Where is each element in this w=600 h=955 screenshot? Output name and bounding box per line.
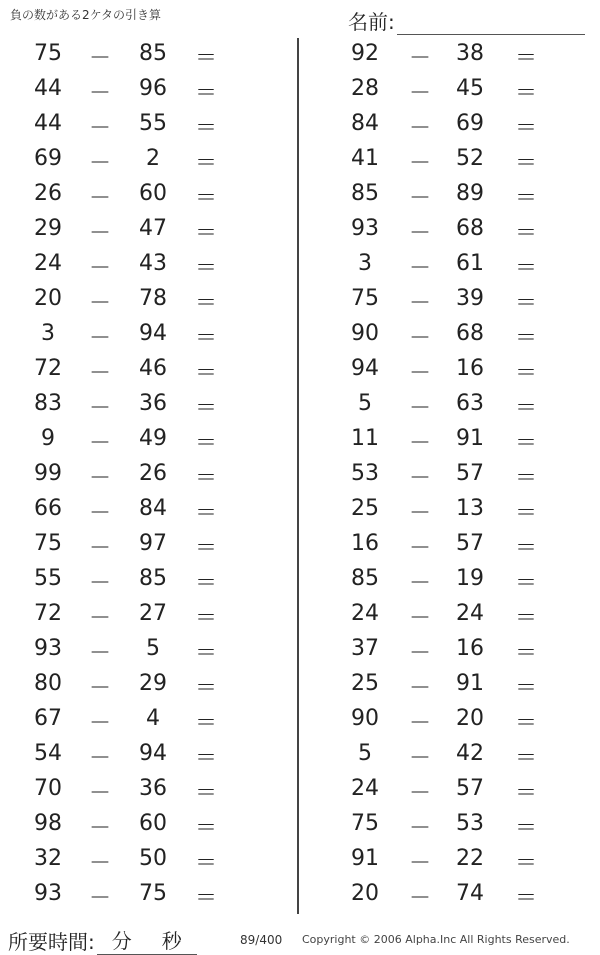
equals-sign: ＝ [194,571,217,596]
minuend: 93 [351,216,379,241]
subtrahend: 46 [139,356,167,381]
equals-sign: ＝ [514,781,537,806]
subtrahend: 97 [139,531,167,556]
subtrahend: 91 [456,671,484,696]
equals-sign: ＝ [194,851,217,876]
minuend: 85 [351,566,379,591]
problem-row [0,108,280,143]
equals-sign: ＝ [514,886,537,911]
minutes-label: 分 [111,929,132,953]
column-divider [297,38,299,914]
equals-sign: ＝ [194,396,217,421]
problem-row [317,703,597,738]
subtrahend: 47 [139,216,167,241]
subtrahend: 85 [139,566,167,591]
minuend: 3 [41,321,55,346]
minus-sign: － [408,641,431,666]
minuend: 99 [34,461,62,486]
minus-sign: － [408,711,431,736]
equals-sign: ＝ [194,46,217,71]
equals-sign: ＝ [514,851,537,876]
time-field [8,925,197,955]
minuend: 5 [358,741,372,766]
equals-sign: ＝ [194,676,217,701]
subtrahend: 63 [456,391,484,416]
problem-row [317,178,597,213]
minuend: 66 [34,496,62,521]
subtrahend: 53 [456,811,484,836]
equals-sign: ＝ [194,151,217,176]
subtrahend: 24 [456,601,484,626]
minus-sign: － [88,256,111,281]
subtrahend: 50 [139,846,167,871]
minus-sign: － [88,186,111,211]
subtrahend: 2 [146,146,160,171]
name-field [348,6,585,35]
equals-sign: ＝ [514,536,537,561]
minus-sign: － [408,606,431,631]
minus-sign: － [88,501,111,526]
minus-sign: － [408,396,431,421]
problem-row [317,353,597,388]
subtrahend: 94 [139,741,167,766]
minuend: 32 [34,846,62,871]
problem-row [0,598,280,633]
subtrahend: 78 [139,286,167,311]
minuend: 93 [34,881,62,906]
equals-sign: ＝ [514,46,537,71]
equals-sign: ＝ [514,746,537,771]
subtrahend: 57 [456,776,484,801]
problem-row [317,843,597,878]
problem-row [317,528,597,563]
minuend: 75 [34,41,62,66]
problem-row [317,388,597,423]
minuend: 41 [351,146,379,171]
equals-sign: ＝ [514,396,537,421]
problem-row [0,73,280,108]
equals-sign: ＝ [514,221,537,246]
subtrahend: 91 [456,426,484,451]
subtrahend: 4 [146,706,160,731]
subtrahend: 39 [456,286,484,311]
equals-sign: ＝ [514,711,537,736]
minuend: 25 [351,496,379,521]
time-blank-line[interactable] [97,925,197,955]
equals-sign: ＝ [514,571,537,596]
minuend: 53 [351,461,379,486]
minus-sign: － [88,536,111,561]
minus-sign: － [88,151,111,176]
minuend: 20 [351,881,379,906]
problem-row [317,213,597,248]
minus-sign: － [408,326,431,351]
worksheet-title: 負の数がある2ケタの引き算 [10,8,162,22]
minuend: 5 [358,391,372,416]
subtrahend: 36 [139,391,167,416]
minuend: 16 [351,531,379,556]
problem-row [317,808,597,843]
equals-sign: ＝ [194,326,217,351]
minus-sign: － [88,221,111,246]
equals-sign: ＝ [194,536,217,561]
subtrahend: 61 [456,251,484,276]
subtrahend: 68 [456,216,484,241]
problem-row [0,633,280,668]
subtrahend: 60 [139,811,167,836]
problem-row [317,248,597,283]
minuend: 37 [351,636,379,661]
minuend: 55 [34,566,62,591]
equals-sign: ＝ [194,711,217,736]
subtrahend: 94 [139,321,167,346]
minus-sign: － [88,81,111,106]
minuend: 28 [351,76,379,101]
minuend: 98 [34,811,62,836]
minus-sign: － [408,816,431,841]
minuend: 94 [351,356,379,381]
minus-sign: － [408,256,431,281]
minus-sign: － [88,711,111,736]
minus-sign: － [408,431,431,456]
subtrahend: 57 [456,461,484,486]
subtrahend: 16 [456,356,484,381]
subtrahend: 60 [139,181,167,206]
equals-sign: ＝ [194,816,217,841]
equals-sign: ＝ [514,151,537,176]
minus-sign: － [408,571,431,596]
subtrahend: 55 [139,111,167,136]
minus-sign: － [408,291,431,316]
subtrahend: 69 [456,111,484,136]
problem-row [317,738,597,773]
minus-sign: － [408,536,431,561]
minus-sign: － [408,46,431,71]
left-problem-column [0,38,280,913]
problem-row [317,598,597,633]
minuend: 25 [351,671,379,696]
subtrahend: 57 [456,531,484,556]
problem-row [0,773,280,808]
problem-row [317,143,597,178]
minuend: 29 [34,216,62,241]
subtrahend: 27 [139,601,167,626]
problem-row [0,38,280,73]
subtrahend: 16 [456,636,484,661]
subtrahend: 52 [456,146,484,171]
minus-sign: － [88,46,111,71]
seconds-label: 秒 [161,929,182,953]
minus-sign: － [408,781,431,806]
minus-sign: － [408,186,431,211]
minuend: 11 [351,426,379,451]
problem-row [317,458,597,493]
problem-row [0,563,280,598]
problem-row [317,283,597,318]
subtrahend: 22 [456,846,484,871]
subtrahend: 84 [139,496,167,521]
problem-row [0,738,280,773]
minuend: 26 [34,181,62,206]
problem-row [0,528,280,563]
equals-sign: ＝ [514,361,537,386]
equals-sign: ＝ [514,501,537,526]
equals-sign: ＝ [194,466,217,491]
problem-row [0,423,280,458]
equals-sign: ＝ [514,816,537,841]
equals-sign: ＝ [514,466,537,491]
minus-sign: － [408,116,431,141]
subtrahend: 29 [139,671,167,696]
equals-sign: ＝ [194,781,217,806]
subtrahend: 85 [139,41,167,66]
subtrahend: 43 [139,251,167,276]
minus-sign: － [408,151,431,176]
equals-sign: ＝ [514,641,537,666]
minus-sign: － [88,676,111,701]
subtrahend: 20 [456,706,484,731]
subtrahend: 45 [456,76,484,101]
problem-row [317,73,597,108]
minus-sign: － [408,746,431,771]
subtrahend: 75 [139,881,167,906]
equals-sign: ＝ [514,676,537,701]
equals-sign: ＝ [514,606,537,631]
minus-sign: － [88,466,111,491]
minuend: 90 [351,706,379,731]
problem-row [317,38,597,73]
problem-row [0,178,280,213]
minuend: 67 [34,706,62,731]
minus-sign: － [88,431,111,456]
minuend: 24 [34,251,62,276]
minuend: 85 [351,181,379,206]
problem-row [317,423,597,458]
minus-sign: － [88,116,111,141]
minus-sign: － [88,641,111,666]
minus-sign: － [408,81,431,106]
minuend: 91 [351,846,379,871]
equals-sign: ＝ [194,186,217,211]
problem-row [317,493,597,528]
minuend: 72 [34,356,62,381]
equals-sign: ＝ [514,186,537,211]
minus-sign: － [88,781,111,806]
minuend: 24 [351,601,379,626]
minus-sign: － [88,816,111,841]
minus-sign: － [88,361,111,386]
minus-sign: － [408,886,431,911]
equals-sign: ＝ [514,326,537,351]
subtrahend: 26 [139,461,167,486]
equals-sign: ＝ [194,886,217,911]
right-problem-column [317,38,597,913]
problem-row [317,563,597,598]
minus-sign: － [88,851,111,876]
minuend: 84 [351,111,379,136]
subtrahend: 68 [456,321,484,346]
minuend: 75 [351,286,379,311]
minus-sign: － [88,606,111,631]
problem-row [0,878,280,913]
minus-sign: － [408,501,431,526]
minuend: 3 [358,251,372,276]
equals-sign: ＝ [194,116,217,141]
problem-row [0,703,280,738]
minus-sign: － [88,396,111,421]
time-label: 所要時間: [8,930,95,954]
copyright-notice: Copyright © 2006 Alpha.Inc All Rights Reserved. [302,933,570,946]
equals-sign: ＝ [514,256,537,281]
minus-sign: － [88,746,111,771]
minus-sign: － [88,326,111,351]
problem-row [317,773,597,808]
problem-row [0,808,280,843]
minus-sign: － [408,466,431,491]
equals-sign: ＝ [514,81,537,106]
subtrahend: 96 [139,76,167,101]
subtrahend: 42 [456,741,484,766]
problem-row [0,248,280,283]
subtrahend: 5 [146,636,160,661]
minus-sign: － [408,851,431,876]
subtrahend: 13 [456,496,484,521]
subtrahend: 38 [456,41,484,66]
minuend: 83 [34,391,62,416]
subtrahend: 49 [139,426,167,451]
minuend: 80 [34,671,62,696]
problem-row [0,493,280,528]
equals-sign: ＝ [194,746,217,771]
problem-row [317,878,597,913]
minuend: 75 [351,811,379,836]
equals-sign: ＝ [514,291,537,316]
equals-sign: ＝ [194,81,217,106]
minuend: 9 [41,426,55,451]
minuend: 75 [34,531,62,556]
equals-sign: ＝ [194,431,217,456]
problem-row [0,283,280,318]
equals-sign: ＝ [194,361,217,386]
minuend: 72 [34,601,62,626]
problem-row [0,353,280,388]
subtrahend: 19 [456,566,484,591]
minuend: 20 [34,286,62,311]
equals-sign: ＝ [194,606,217,631]
subtrahend: 89 [456,181,484,206]
minuend: 44 [34,76,62,101]
equals-sign: ＝ [194,256,217,281]
minuend: 92 [351,41,379,66]
minus-sign: － [88,571,111,596]
problem-row [0,213,280,248]
problem-row [0,843,280,878]
equals-sign: ＝ [514,116,537,141]
minuend: 93 [34,636,62,661]
equals-sign: ＝ [194,291,217,316]
minuend: 44 [34,111,62,136]
minus-sign: － [408,361,431,386]
name-label: 名前: [348,10,395,34]
subtrahend: 36 [139,776,167,801]
subtrahend: 74 [456,881,484,906]
minuend: 69 [34,146,62,171]
problem-row [317,318,597,353]
minuend: 24 [351,776,379,801]
minus-sign: － [88,291,111,316]
problem-row [317,108,597,143]
equals-sign: ＝ [194,221,217,246]
problem-row [317,668,597,703]
problem-row [0,668,280,703]
equals-sign: ＝ [514,431,537,456]
problem-row [0,143,280,178]
problem-row [317,633,597,668]
equals-sign: ＝ [194,501,217,526]
equals-sign: ＝ [194,641,217,666]
minus-sign: － [408,676,431,701]
minuend: 90 [351,321,379,346]
problem-row [0,458,280,493]
minuend: 70 [34,776,62,801]
page-number: 89/400 [240,933,283,947]
minus-sign: － [88,886,111,911]
minuend: 54 [34,741,62,766]
name-blank-line[interactable] [397,14,585,35]
problem-row [0,388,280,423]
minus-sign: － [408,221,431,246]
problem-row [0,318,280,353]
